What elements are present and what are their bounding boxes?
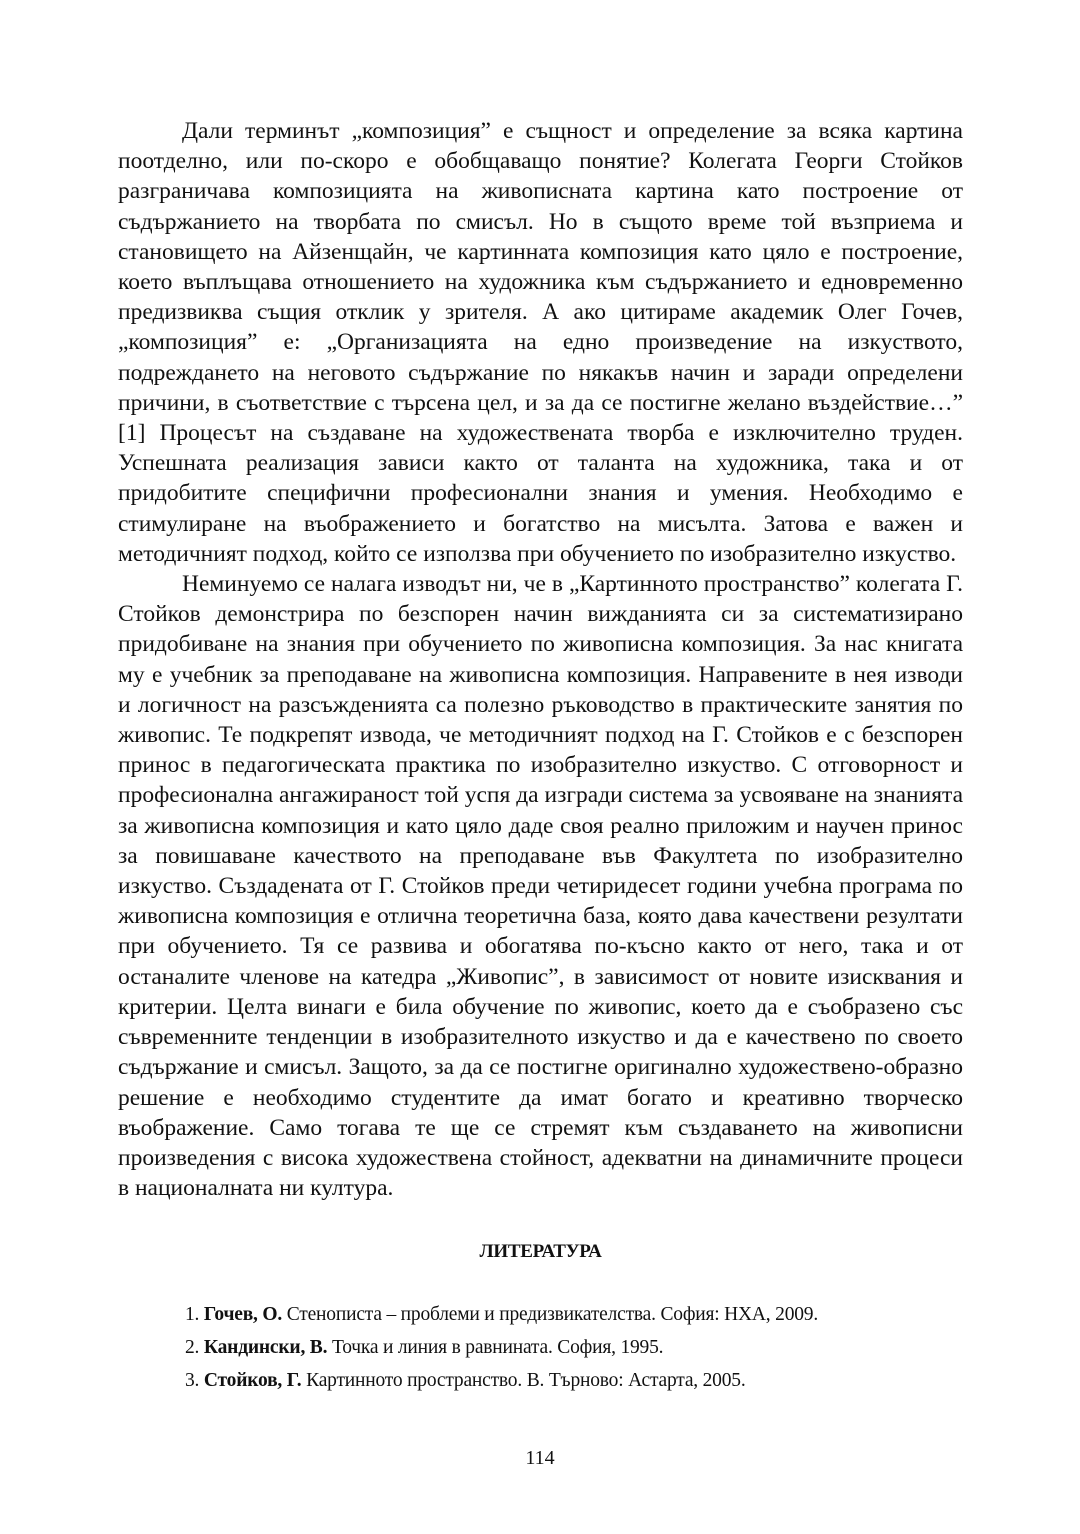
reference-text: Точка и линия в равнината. София, 1995. [331, 1337, 664, 1358]
reference-text: Картинното пространство. В. Търново: Астарта, 2005. [306, 1370, 746, 1391]
reference-number: 2. [185, 1337, 200, 1358]
reference-text: Стенописта – проблеми и предизвикателства. София: НХА, 2009. [286, 1304, 819, 1325]
reference-author: Гочев, О. [203, 1304, 283, 1325]
reference-list [185, 1298, 965, 1397]
literature-heading: ЛИТЕРАТУРА [479, 1241, 602, 1262]
reference-number: 1. [185, 1304, 200, 1325]
page-number: 114 [525, 1447, 555, 1469]
reference-item-2 [185, 1331, 965, 1364]
reference-number: 3. [185, 1370, 200, 1391]
reference-item-1 [185, 1298, 965, 1331]
reference-author: Кандински, В. [203, 1337, 328, 1358]
paragraph-1: Дали терминът „композиция” е същност и определение за всяка картина поотделно, или по-скоро е обобщаващо понятие? Колегата Георги Стойков разграничава композицията на живописната картина като построение от съдържанието на творбата по смисъл. Но в същото време той възприема и становището на Айзенщайн, че картинната композиция като цяло е построение, което въплъщава отношението на художника към съдържанието и едновременно предизвиква същия отклик у зрителя. А ако цитираме академик Олег Гочев, „композиция” е: „Организацията на едно произведение на изкуството, подреждането на неговото съдържание по някакъв начин и заради определени причини, в съответствие с търсена цел, и за да се постигне желано въздействие…” [1] Процесът на създаване на художествената творба е изключително труден. Успешната реализация зависи както от таланта на художника, така и от придобитите специфични професионални знания и умения. Необходимо е стимулиране на въображението и богатство на мисълта. Затова е важен и методичният подход, който се използва при обучението по изобразително изкуство. [118, 118, 963, 567]
reference-item-3 [185, 1364, 965, 1397]
reference-author: Стойков, Г. [203, 1370, 302, 1391]
body-text [118, 116, 963, 1203]
paragraph-2: Неминуемо се налага изводът ни, че в „Картинното пространство” колегата Г. Стойков демонстрира по безспорен начин вижданията си за систематизирано придобиване на знания при обучението по живописна композиция. За нас книгата му е учебник за преподаване на живописна композиция. Направените в нея изводи и логичност на разсъжденията са полезно ръководство в практическите занятия по живопис. Те подкрепят извода, че методичният подход на Г. Стойков е с безспорен принос в педагогическата практика по изобразително изкуство. С отговорност и професионална ангажираност той успя да изгради система за усвояване на знанията за живописна композиция и като цяло даде своя реално приложим и научен принос за повишаване качеството на преподаване във Факултета по изобразително изкуство. Създадената от Г. Стойков преди четиридесет години учебна програма по живописна композиция е отлична теоретична база, която дава качествени резултати при обучението. Тя се развива и обогатява по-късно както от него, така и от останалите членове на катедра „Живопис”, в зависимост от новите изисквания и критерии. Целта винаги е била обучение по живопис, което да е съобразено със съвременните тенденции в изобразителното изкуство и да е качествено по своето съдържание и смисъл. Защото, за да се постигне оригинално художествено-образно решение е необходимо студентите да имат богато и креативно творческо въображение. Само тогава те ще се стремят към създаването на живописни произведения с висока художествена стойност, адекватни на динамичните процеси в националната ни култура. [118, 571, 963, 1202]
